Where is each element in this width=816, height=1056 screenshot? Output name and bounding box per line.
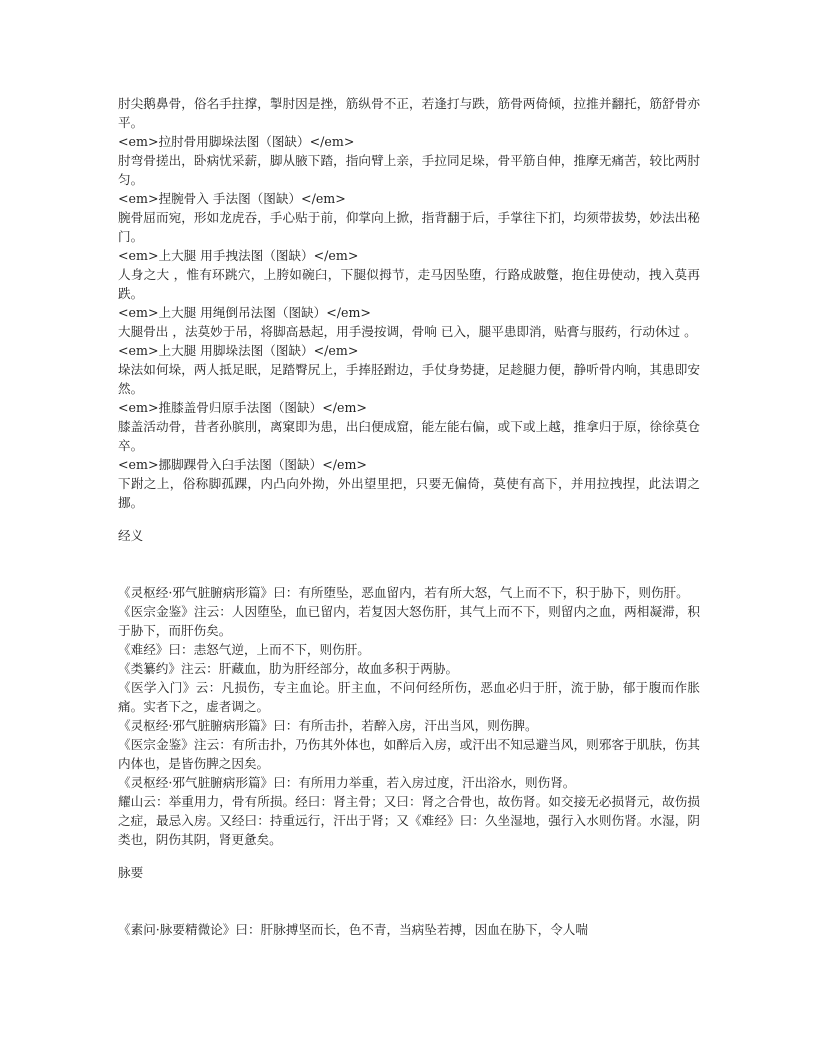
figure-caption: <em>上大腿 用手拽法图（图缺）</em> xyxy=(118,248,359,263)
figure-caption: <em>上大腿 用脚垛法图（图缺）</em> xyxy=(118,343,359,358)
paragraph: 肘尖鹅鼻骨，俗名手拄撑，掣肘因是挫，筋纵骨不正，若逢打与跌，筋骨两倚倾，拉推并翻托，筋舒骨亦平。 xyxy=(118,96,700,130)
paragraph: 膝盖活动骨，昔者孙膑刖，离窠即为患，出臼便成窟，能左能右偏，或下或上越，推拿归于原，徐徐莫仓卒。 xyxy=(118,419,700,453)
passage-maiyao-citations xyxy=(118,920,700,939)
figure-caption: <em>上大腿 用绳倒吊法图（图缺）</em> xyxy=(118,305,371,320)
paragraph: 《难经》曰：恚怒气逆，上而不下，则伤肝。 xyxy=(118,642,370,657)
paragraph: 《医宗金鉴》注云：有所击扑，乃伤其外体也，如醉后入房，或汗出不知忌避当风，则邪客于肌肤，伤其内体也，是皆伤脾之因矣。 xyxy=(118,737,700,771)
paragraph: 《灵枢经·邪气脏腑病形篇》曰：有所击扑，若醉入房，汗出当风，则伤脾。 xyxy=(118,718,538,733)
figure-caption: <em>挪脚踝骨入臼手法图（图缺）</em> xyxy=(118,457,367,472)
paragraph: 腕骨屈而宛，形如龙虎吞，手心贴于前，仰掌向上掀，指背翻于后，手掌往下扪，均须带拔势，妙法出秘门。 xyxy=(118,210,700,244)
section-heading-jingyi: 经义 xyxy=(118,528,144,543)
paragraph: 大腿骨出 ，法莫妙于吊，将脚高悬起，用手漫按调，骨响 已入，腿平患即消，贴膏与服药，行动休过 。 xyxy=(118,324,697,339)
document-page xyxy=(118,94,700,939)
figure-caption: <em>拉肘骨用脚垛法图（图缺）</em> xyxy=(118,134,355,149)
paragraph: 《类纂约》注云：肝藏血，肋为肝经部分，故血多积于两胁。 xyxy=(118,661,459,676)
passage-bone-setting-methods xyxy=(118,94,700,512)
paragraph: 《医宗金鉴》注云：人因堕坠，血已留内，若复因大怒伤肝，其气上而不下，则留内之血，两相凝滞，积于胁下，而肝伤矣。 xyxy=(118,604,700,638)
paragraph: 人身之大 ，惟有环跳穴，上胯如碗臼，下腿似拇节，走马因坠堕，行路成跛蹩，抱住毋使动，拽入莫再跌。 xyxy=(118,267,700,301)
paragraph: 下跗之上，俗称脚孤踝，内凸向外拗，外出望里把，只要无偏倚，莫使有高下，并用拉拽捏，此法谓之挪。 xyxy=(118,476,700,510)
paragraph: 《素问·脉要精微论》曰：肝脉搏坚而长，色不青，当病坠若搏，因血在胁下，令人喘 xyxy=(118,922,588,937)
paragraph: 垛法如何垛，两人抵足眠，足踏臀尻上，手捧胫跗边，手仗身势捷，足趁腿力便，静听骨内响，其患即安然。 xyxy=(118,362,700,396)
paragraph: 耀山云：举重用力，骨有所损。经曰：肾主骨；又曰：肾之合骨也，故伤肾。如交接无必损肾元，故伤损之症，最忌入房。又经曰：持重远行，汗出于肾；又《难经》曰：久坐湿地，强行入水则伤肾。水湿，阴类也，阴伤其阴，肾更惫矣。 xyxy=(118,794,700,847)
passage-jingyi-citations xyxy=(118,583,700,849)
paragraph: 《医学入门》云：凡损伤，专主血论。肝主血，不问何经所伤，恶血必归于肝，流于胁，郁于腹而作胀痛。实者下之，虚者调之。 xyxy=(118,680,700,714)
paragraph: 《灵枢经·邪气脏腑病形篇》曰：有所堕坠，恶血留内，若有所大怒，气上而不下，积于胁下，则伤肝。 xyxy=(118,585,689,600)
section-heading-maiyao: 脉要 xyxy=(118,865,144,880)
figure-caption: <em>推膝盖骨归原手法图（图缺）</em> xyxy=(118,400,367,415)
paragraph: 肘弯骨搓出，卧病忧采薪，脚从腋下踏，指向臂上亲，手拉同足垛，骨平筋自伸，推摩无痛苦，较比两肘匀。 xyxy=(118,153,700,187)
figure-caption: <em>捏腕骨入 手法图（图缺）</em> xyxy=(118,191,346,206)
paragraph: 《灵枢经·邪气脏腑病形篇》曰：有所用力举重，若入房过度，汗出浴水，则伤肾。 xyxy=(118,775,576,790)
